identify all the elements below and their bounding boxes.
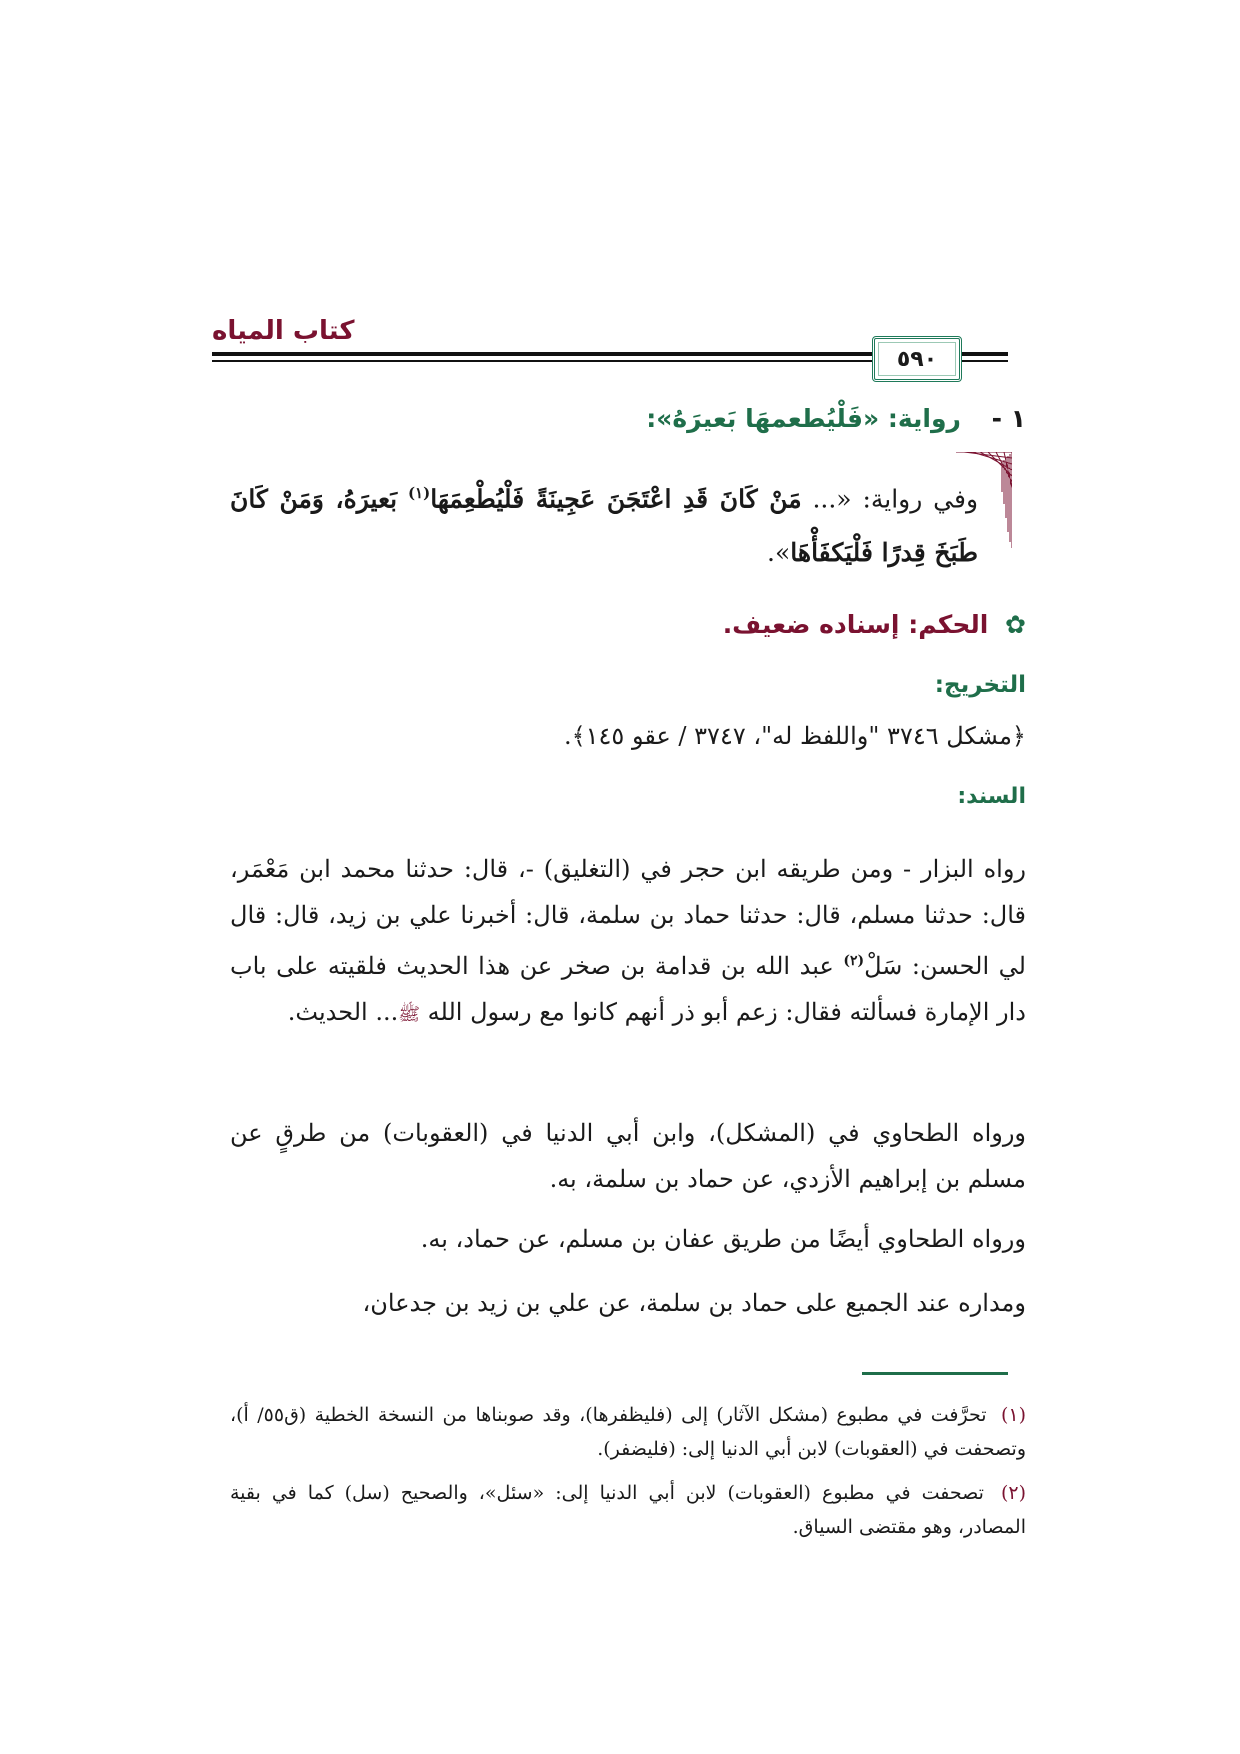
page-number: ٥٩٠ [896,346,938,372]
section-number: ١ - [991,404,1026,433]
footnote-2 [230,1476,1026,1544]
paragraph-4: ومداره عند الجميع على حماد بن سلمة، عن علي بن زيد بن جدعان، [362,1289,1026,1317]
ruling-line [226,610,1026,639]
footnote-1-number: (١) [1000,1404,1026,1426]
footnote-separator [862,1372,1008,1375]
flower-icon: ✿ [1005,610,1026,639]
salutation-icon: ﷺ [398,1004,420,1025]
section-quote: «فَلْيُطعمهَا بَعيرَهُ»: [646,404,880,433]
narration-bold-1: مَنْ كَانَ قَدِ اعْتَجَنَ عَجِينَةً فَلْيُطْعِمَهَا [430,484,802,514]
paragraph-1-part-b: عبد الله بن قدامة بن صخر عن هذا الحديث فلقيته على باب دار الإمارة فسألته فقال: زعم أبو ذر أنهم كانوا مع رسول الله [230,952,1026,1026]
paragraph-1-part-c: ... الحديث. [287,998,399,1026]
footnote-2-number: (٢) [1000,1482,1026,1504]
paragraph-1 [230,846,1026,1038]
footnote-2-text: تصحفت في مطبوع (العقوبات) لابن أبي الدنيا إلى: «سئل»، والصحيح (سل) كما في بقية المصادر، وهو مقتضى السياق. [230,1482,1026,1538]
narration-text [230,466,978,580]
paragraph-2: ورواه الطحاوي في (المشكل)، وابن أبي الدنيا في (العقوبات) من طرقٍ عن مسلم بن إبراهيم الأزدي، عن حماد بن سلمة، به. [230,1119,1027,1193]
section-label: رواية: [887,404,961,433]
sanad-title: السند: [957,784,1026,809]
section-heading [226,404,1026,433]
takhrij-title: التخريج: [934,672,1026,698]
ruling-label: الحكم: [908,610,989,639]
narration-close: ». [767,538,791,568]
paragraph-1-part-a: رواه البزار - ومن طريقه ابن حجر في (التغليق) -، قال: حدثنا محمد ابن مَعْمَر، قال: حدثنا مسلم، قال: حدثنا حماد بن سلمة، قال: أخبرنا علي بن زيد، قال: قال لي الحسن: سَلْ [230,855,1026,980]
footnote-ref-1[interactable]: (١) [407,484,431,502]
narration-bold-2: بَعيرَهُ، وَمَنْ كَانَ طَبَخَ قِدرًا فَلْيَكفَأْهَا [230,484,978,568]
book-title: كتاب المياه [212,316,355,346]
narration-intro: وفي رواية: «... [812,484,979,514]
paragraph-3: ورواه الطحاوي أيضًا من طريق عفان بن مسلم، عن حماد، به. [420,1225,1026,1253]
page-number-badge [872,336,962,382]
footnote-1-text: تحرَّفت في مطبوع (مشكل الآثار) إلى (فليظفرها)، وقد صوبناها من النسخة الخطية (ق٥٥/ أ)، وتصحفت في (العقوبات) لابن أبي الدنيا إلى: (فليضفر). [230,1404,1026,1460]
ruling-value: إسناده ضعيف. [722,610,900,639]
takhrij-line: ﴿مشكل ٣٧٤٦ "واللفظ له"، ٣٧٤٧ / عقو ١٤٥﴾. [563,722,1026,750]
footnote-1 [230,1398,1026,1466]
footnote-ref-2[interactable]: (٢) [843,953,865,969]
